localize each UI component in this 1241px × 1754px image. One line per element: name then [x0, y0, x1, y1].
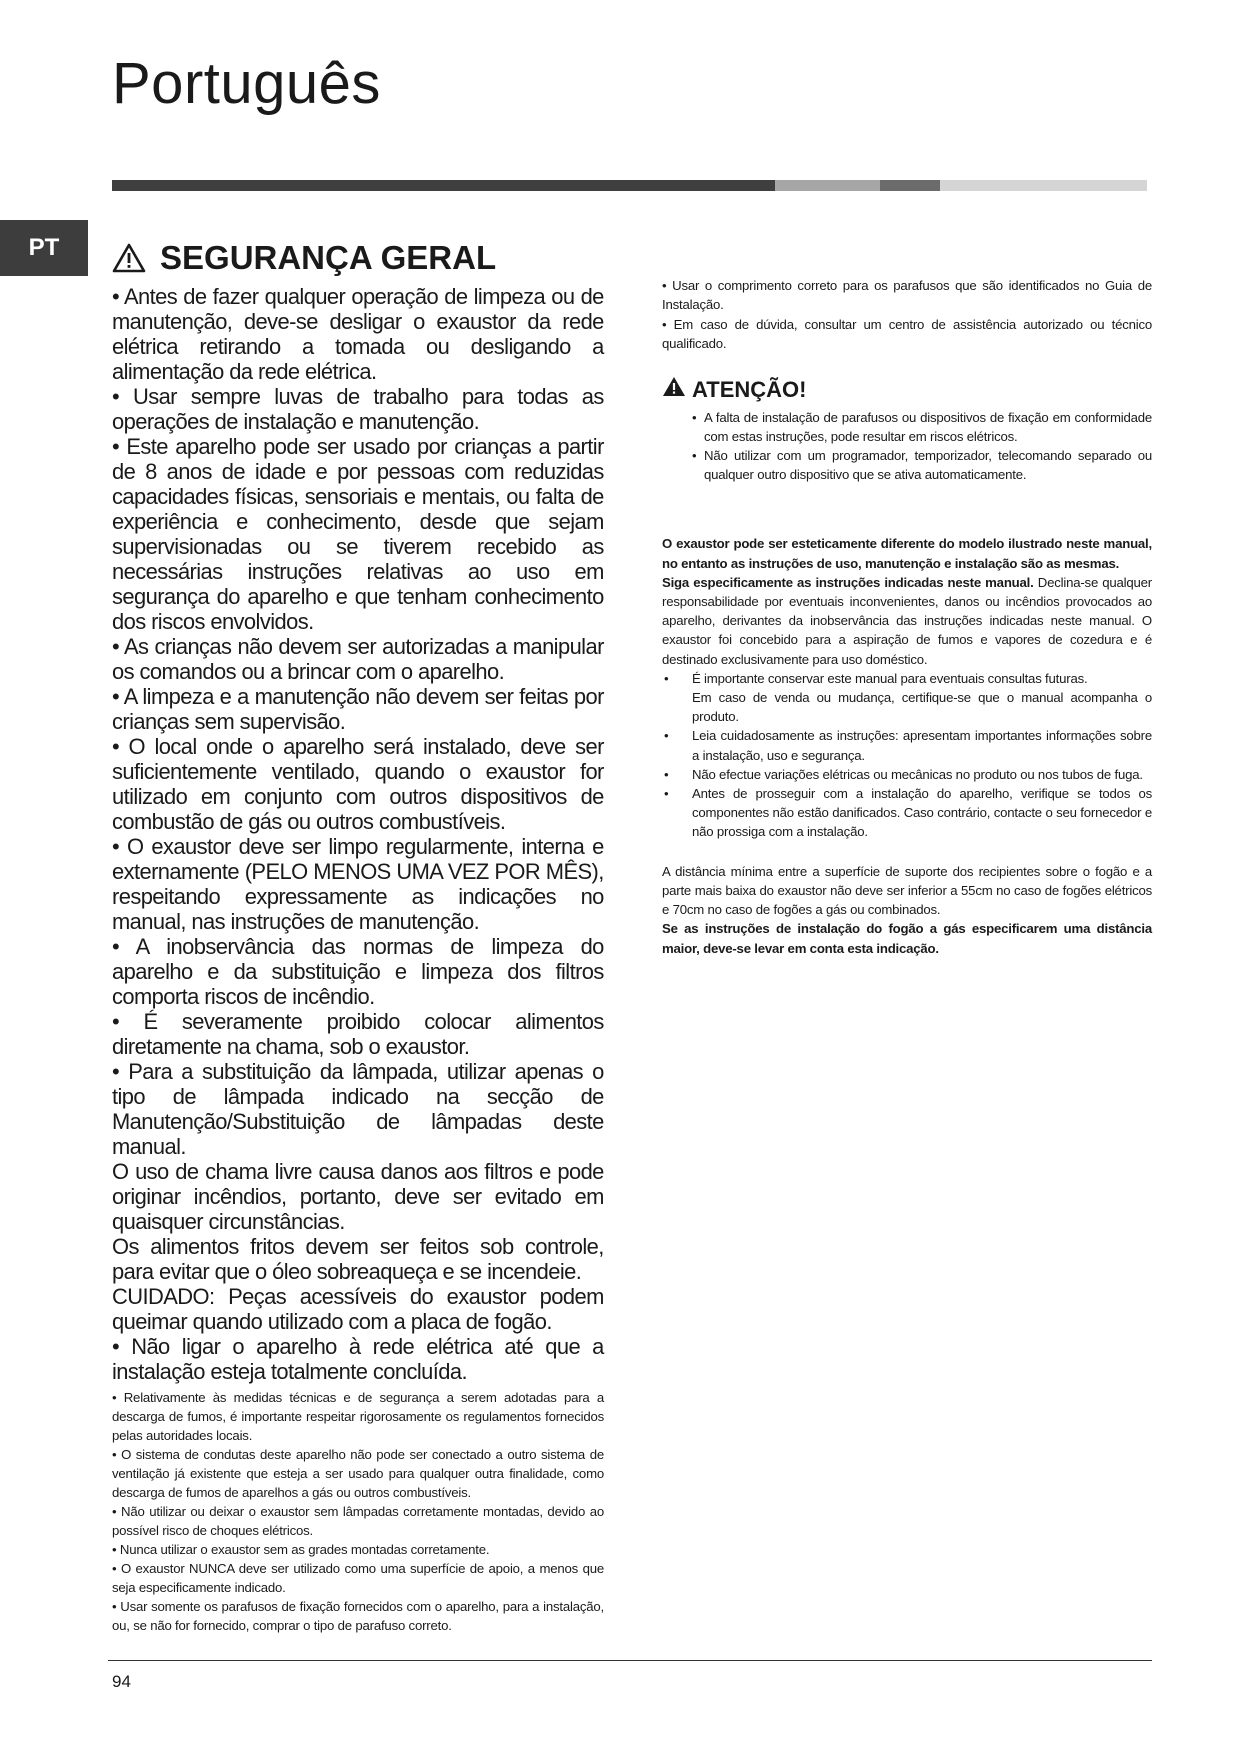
paragraph: • A inobservância das normas de limpeza do aparelho e da substituição e limpeza dos filtros comporta riscos de incêndio. — [112, 934, 604, 1009]
list-item: • Não efectue variações elétricas ou mecânicas no produto ou nos tubos de fuga. — [664, 766, 1143, 782]
paragraph: • Em caso de dúvida, consultar um centro de assistência autorizado ou técnico qualificado. — [662, 316, 1152, 352]
list-item: • A falta de instalação de parafusos ou dispositivos de fixação em conformidade com estas instruções, pode resultar em riscos elétricos. — [692, 409, 1152, 444]
paragraph: • Usar o comprimento correto para os parafusos que são identificados no Guia de Instalação. — [662, 278, 1152, 313]
section-title-text: SEGURANÇA GERAL — [160, 239, 497, 276]
paragraph: • Para a substituição da lâmpada, utilizar apenas o tipo de lâmpada indicado na secção de Manutenção/Substituição de lâmpadas deste manual. — [112, 1059, 604, 1159]
paragraph: • As crianças não devem ser autorizadas a manipular os comandos ou a brincar com o aparelho. — [112, 634, 604, 684]
paragraph: • O exaustor NUNCA deve ser utilizado como uma superfície de apoio, a menos que seja especificamente indicado. — [112, 1561, 604, 1595]
section-title — [112, 238, 604, 278]
list-item: • Antes de prosseguir com a instalação do aparelho, verifique se todos os componentes não estão danificados. Caso contrário, contacte o seu fornecedor e não prossiga com a instalação. — [664, 786, 1152, 840]
paragraph: • Usar somente os parafusos de fixação fornecidos com o aparelho, para a instalação, ou, se não for fornecido, comprar o tipo de parafuso correto. — [112, 1599, 604, 1633]
list-item-text: Não efectue variações elétricas ou mecânicas no produto ou nos tubos de fuga. — [692, 766, 1143, 782]
warning-outline-icon — [112, 243, 146, 273]
paragraph: Os alimentos fritos devem ser feitos sob controle, para evitar que o óleo sobreaqueça e se incendeie. — [112, 1234, 604, 1284]
page-title: Português — [112, 51, 381, 116]
header-rule-segment — [112, 180, 775, 191]
left-column — [112, 238, 604, 1635]
paragraph: O uso de chama livre causa danos aos filtros e pode originar incêndios, portanto, deve ser evitado em quaisquer circunstâncias. — [112, 1159, 604, 1234]
list-item-text: Não utilizar com um programador, temporizador, telecomando separado ou qualquer outro dispositivo que se ativa automaticamente. — [704, 448, 1152, 483]
big-text-block — [112, 284, 604, 1384]
list-item-text: Leia cuidadosamente as instruções: apresentam importantes informações sobre a instalação, uso e segurança. — [692, 728, 1152, 763]
header-rule-segment — [880, 180, 940, 191]
bullet-list — [662, 669, 1152, 842]
distance-note: Se as instruções de instalação do fogão a gás especificarem uma distância maior, deve-se levar em conta esta indicação. — [662, 921, 1152, 956]
list-item: • É importante conservar este manual para eventuais consultas futuras. Em caso de venda ou mudança, certifique-se que o manual acompanha o produto. — [664, 670, 1152, 725]
header-rule — [112, 180, 1147, 191]
distance-paragraph: A distância mínima entre a superfície de suporte dos recipientes sobre o fogão e a parte mais baixa do exaustor não deve ser inferior a 55cm no caso de fogões elétricos e 70cm no caso de fogões a gás ou combinados. — [662, 863, 1152, 918]
list-item-text: Antes de prosseguir com a instalação do aparelho, verifique se todos os componentes não estão danificados. Caso contrário, contacte o seu fornecedor e não prossiga com a instalação. — [692, 786, 1152, 840]
header-rule-segment — [775, 180, 880, 191]
list-item: • Leia cuidadosamente as instruções: apresentam importantes informações sobre a instalação, uso e segurança. — [664, 728, 1152, 763]
attention-list — [662, 408, 1152, 485]
model-notice: O exaustor pode ser esteticamente diferente do modelo ilustrado neste manual, no entanto as instruções de uso, manutenção e instalação são as mesmas. — [662, 536, 1152, 571]
instructions-notice — [662, 573, 1152, 669]
paragraph: • É severamente proibido colocar alimentos diretamente na chama, sob o exaustor. — [112, 1009, 604, 1059]
paragraph: • Não ligar o aparelho à rede elétrica até que a instalação esteja totalmente concluída. — [112, 1334, 604, 1384]
small-text-block — [112, 1388, 604, 1635]
paragraph: • O sistema de condutas deste aparelho não pode ser conectado a outro sistema de ventilação já existente que esteja a ser usado para qualquer outra finalidade, como descarga de fumos de aparelhos a gás ou outros combustíveis. — [112, 1447, 604, 1500]
list-item-text: A falta de instalação de parafusos ou dispositivos de fixação em conformidade com estas instruções, pode resultar em riscos elétricos. — [704, 409, 1152, 444]
instructions-notice-text: Declina-se qualquer responsabilidade por eventuais inconvenientes, danos ou incêndios provocados ao aparelho, derivantes da inobservância das instruções indicadas neste manual. O exaustor foi concebido para a aspiração de fumos e vapores de cozedura e é destinado exclusivamente para uso doméstico. — [662, 574, 1152, 667]
paragraph: • Este aparelho pode ser usado por crianças a partir de 8 anos de idade e por pessoas com reduzidas capacidades físicas, sensoriais e mentais, ou falta de experiência e conhecimento, desde que sejam supervisionadas ou se tiverem recebido as necessárias instruções relativas ao uso em segurança do aparelho e que tenham conhecimento dos riscos envolvidos. — [112, 434, 604, 634]
list-item-text: Em caso de venda ou mudança, certifique-se que o manual acompanha o produto. — [692, 690, 1152, 725]
page-number: 94 — [112, 1672, 131, 1691]
language-tab: PT — [0, 220, 88, 276]
header-rule-segment — [940, 180, 1147, 191]
paragraph: • Não utilizar ou deixar o exaustor sem lâmpadas corretamente montadas, devido ao possível risco de choques elétricos. — [112, 1504, 604, 1538]
right-column — [662, 276, 1152, 958]
attention-title: ATENÇÃO! — [692, 376, 807, 402]
paragraph: • Nunca utilizar o exaustor sem as grades montadas corretamente. — [112, 1542, 490, 1557]
paragraph: • O exaustor deve ser limpo regularmente, interna e externamente (PELO MENOS UMA VEZ POR MÊS), respeitando expressamente as indicações no manual, nas instruções de manutenção. — [112, 834, 604, 934]
list-item-text: É importante conservar este manual para eventuais consultas futuras. — [692, 670, 1088, 686]
paragraph: • Relativamente às medidas técnicas e de segurança a serem adotadas para a descarga de fumos, é importante respeitar rigorosamente os regulamentos fornecidos pelas autoridades locais. — [112, 1390, 604, 1443]
paragraph: • O local onde o aparelho será instalado, deve ser suficientemente ventilado, quando o exaustor for utilizado em conjunto com outros dispositivos de combustão de gás ou outros combustíveis. — [112, 734, 604, 834]
paragraph: • Usar sempre luvas de trabalho para todas as operações de instalação e manutenção. — [112, 384, 604, 434]
instructions-notice-bold: Siga especificamente as instruções indicadas neste manual. — [662, 574, 1034, 590]
list-item: • Não utilizar com um programador, temporizador, telecomando separado ou qualquer outro dispositivo que se ativa automaticamente. — [692, 448, 1152, 483]
paragraph: • A limpeza e a manutenção não devem ser feitas por crianças sem supervisão. — [112, 684, 604, 734]
attention-heading — [662, 376, 1152, 404]
paragraph: CUIDADO: Peças acessíveis do exaustor podem queimar quando utilizado com a placa de fogão. — [112, 1284, 604, 1334]
footer-rule — [108, 1660, 1152, 1661]
warning-filled-icon — [662, 376, 686, 404]
paragraph: • Antes de fazer qualquer operação de limpeza ou de manutenção, deve-se desligar o exaustor da rede elétrica retirando a tomada ou desligando a alimentação da rede elétrica. — [112, 284, 604, 384]
